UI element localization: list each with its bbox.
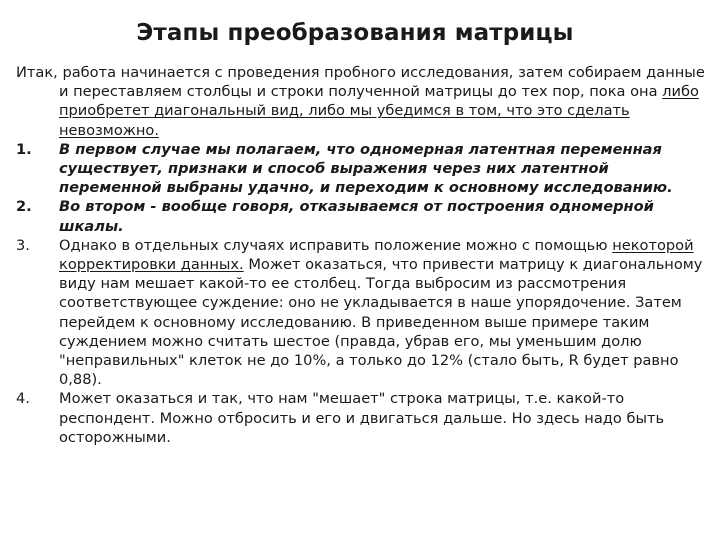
list-item bbox=[16, 236, 712, 390]
intro-underlined-text: либо приобретет диагональный вид, либо мы убедимся в том, что это сделать невозможно. bbox=[59, 83, 699, 139]
intro-text: Итак, работа начинается с проведения пробного исследования, затем собираем данные и переставляем столбцы и строки полученной матрицы до тех пор, пока она bbox=[16, 64, 705, 101]
list-item-number: 4. bbox=[16, 390, 30, 408]
list-item-underlined-text: некоторой корректировки данных. bbox=[59, 236, 694, 274]
list-item-text-continued: Может оказаться, что привести матрицу к диагональному виду нам мешает какой-то ее столбец. Тогда выбросим из рассмотрения соответствующее суждение: оно не укладывается в наше упорядочение. Затем перейдем к основному исследованию. В приведенном выше примере таким суждением можно считать шестое (правда, убрав его, мы уменьшим долю "неправильных" клеток не до 10%, а только до 12% (стало быть, R будет равно 0,88). bbox=[59, 256, 703, 389]
list-item-text: Однако в отдельных случаях исправить положение можно с помощью bbox=[59, 236, 613, 254]
list-item-text: В первом случае мы полагаем, что одномерная латентная переменная существует, признаки и способ выражения через них латентной переменной выбраны удачно, и переходим к основному исследованию. bbox=[59, 140, 673, 197]
slide-title bbox=[0, 20, 720, 46]
list-item-number: 2. bbox=[16, 198, 32, 216]
list-item-number: 3. bbox=[16, 236, 30, 254]
list-item bbox=[16, 389, 712, 447]
list-item-text: Во втором - вообще говоря, отказываемся от построения одномерной шкалы. bbox=[59, 198, 654, 235]
slide-title-text: Этапы преобразования матрицы bbox=[136, 20, 574, 46]
list-item bbox=[16, 140, 712, 198]
list-item-number: 1. bbox=[16, 140, 32, 158]
intro-paragraph bbox=[16, 63, 712, 140]
list-item bbox=[16, 197, 712, 235]
slide-body bbox=[16, 63, 712, 447]
stage-list bbox=[16, 140, 712, 447]
list-item-text: Может оказаться и так, что нам "мешает" строка матрицы, т.е. какой-то респондент. Можно отбросить и его и двигаться дальше. Но здесь надо быть осторожными. bbox=[59, 390, 665, 446]
